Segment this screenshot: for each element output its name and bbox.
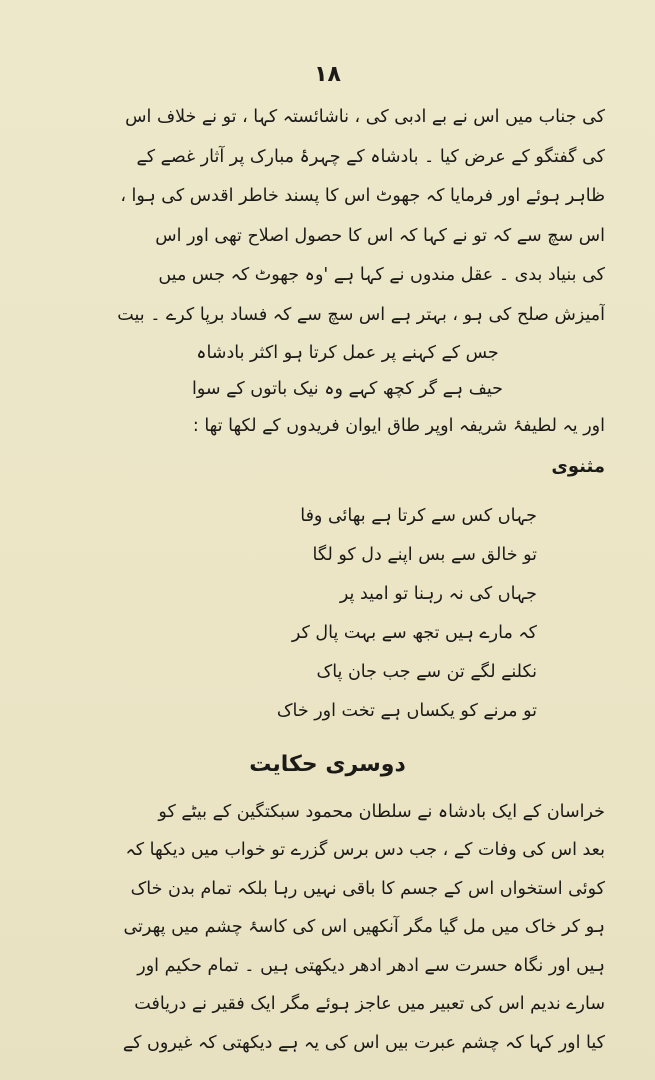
text-line: اور یہ لطیفۂ شریفہ اوپر طاق ایوان فریدوں کے لکھا تھا : (192, 416, 605, 436)
text-line: ہو کر خاک میں مل گیا مگر آنکھیں اس کی کاسۂ چشم میں پھرتی (123, 917, 605, 937)
page-number: ۱۸ (314, 62, 341, 87)
verse-line: کہ مارے ہیں تجھ سے بہت پال کر (291, 622, 537, 643)
text-line: بعد اس کی وفات کے ، جب دس برس گزرے تو خواب میں دیکھا کہ (125, 840, 605, 860)
text-line: کیا اور کہا کہ چشم عبرت بیں اس کی یہ ہے دیکھتی کہ غیروں کے (122, 1032, 605, 1053)
text-line: خراسان کے ایک بادشاہ نے سلطان محمود سبکتگین کے بیٹے کو (158, 801, 605, 822)
text-line: اس سچ سے کہ تو نے کہا کہ اس کا حصول اصلاح تھی اور اس (155, 225, 605, 246)
text-line: کی جناب میں اس نے بے ادبی کی ، ناشائستہ کہا ، تو نے خلاف اس (125, 107, 605, 127)
text-line: ہیں اور نگاہ حسرت سے ادھر ادھر دیکھتی ہیں ۔ تمام حکیم اور (137, 955, 605, 976)
text-line: سارے ندیم اس کی تعبیر میں عاجز ہوئے مگر ایک فقیر نے دریافت (134, 994, 605, 1014)
verse-line: تو خالق سے بس اپنے دل کو لگا (312, 544, 537, 565)
intro-paragraph (50, 407, 605, 447)
section-heading: دوسری حکایت (249, 751, 406, 777)
verse-line: حیف ہے گر کچھ کہے وہ نیک باتوں کے سوا (192, 379, 503, 399)
story-paragraph (50, 793, 605, 1063)
text-line: ظاہر ہوئے اور فرمایا کہ جھوٹ اس کا پسند خاطر اقدس کی ہوا ، (120, 186, 605, 206)
text-line: کوئی استخواں اس کے جسم کا باقی نہیں رہا بلکہ تمام بدن خاک (130, 878, 605, 899)
text-line: آمیزش صلح کی ہو ، بہتر ہے اس سچ سے کہ فساد برپا کرے ۔ بیت (117, 304, 605, 325)
verse-line: جہاں کس سے کرتا ہے بھائی وفا (300, 505, 537, 526)
masnavi-poem (50, 497, 605, 731)
couplet (50, 335, 605, 407)
paragraph-1 (50, 98, 605, 335)
verse-line: تو مرنے کو یکساں ہے تخت اور خاک (276, 700, 537, 721)
verse-line: جہاں کی نہ رہنا تو امید پر (339, 583, 537, 604)
text-line: کی بنیاد بدی ۔ عقل مندوں نے کہا ہے 'وہ جھوٹ کہ جس میں (158, 265, 605, 285)
masnavi-heading: مثنوی (551, 455, 605, 477)
verse-line: نکلنے لگے تن سے جب جان پاک (316, 661, 537, 682)
verse-line: جس کے کہنے پر عمل کرتا ہو اکثر بادشاہ (196, 343, 499, 363)
text-line: کی گفتگو کے عرض کیا ۔ بادشاہ کے چہرۂ مبارک پر آثار غصے کے (136, 146, 605, 167)
